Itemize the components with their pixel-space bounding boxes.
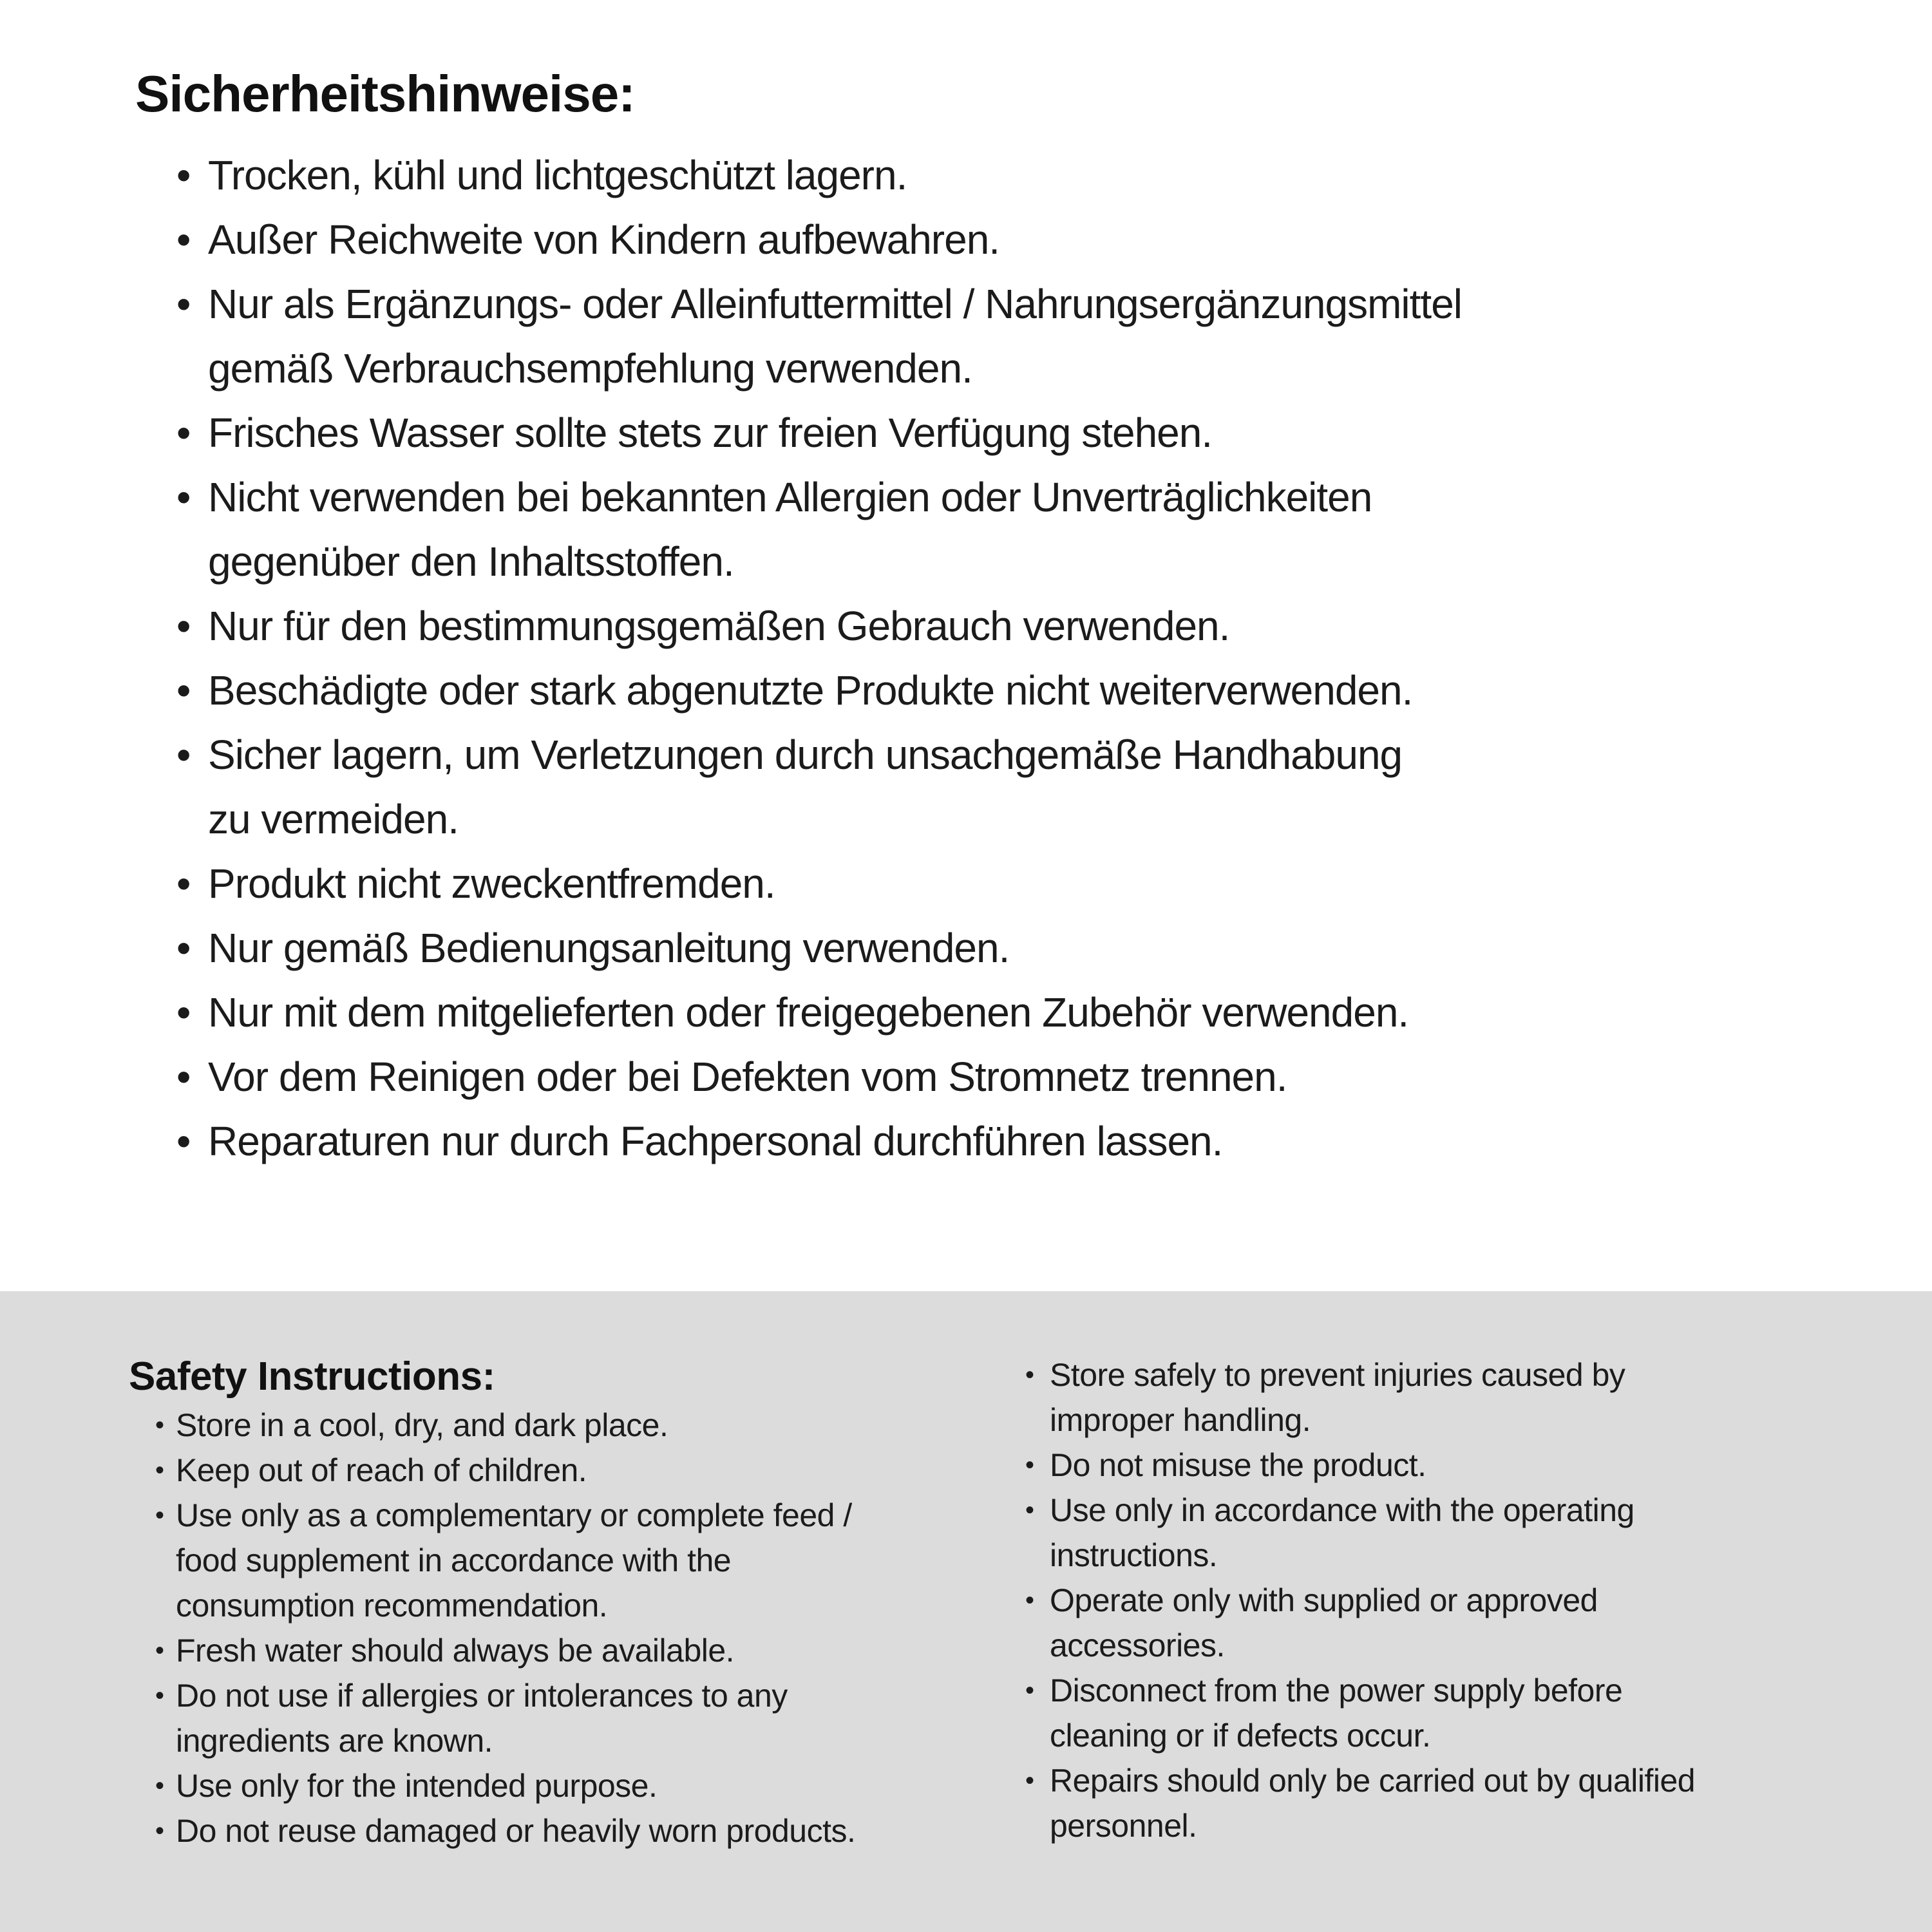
bullet-icon: • xyxy=(176,410,191,456)
list-item-text: Operate only with supplied or approved accessories. xyxy=(1050,1582,1598,1663)
english-safety-section xyxy=(0,1291,1932,1932)
list-item xyxy=(176,851,1932,916)
list-item xyxy=(1025,1443,1901,1488)
bullet-icon: • xyxy=(1025,1361,1034,1389)
bullet-icon: • xyxy=(176,860,191,907)
list-item-text: Use only as a complementary or complete feed / food supplement in accordance with the consumption recommendation. xyxy=(176,1497,852,1624)
bullet-icon: • xyxy=(1025,1496,1034,1524)
bullet-icon: • xyxy=(176,281,191,327)
list-item xyxy=(155,1448,1024,1493)
list-item-text: Nur als Ergänzungs- oder Alleinfuttermittel / Nahrungsergänzungsmittel gemäß Verbrauchsempfehlung verwenden. xyxy=(208,281,1462,392)
list-item xyxy=(176,594,1932,658)
bullet-icon: • xyxy=(155,1636,164,1665)
bullet-icon: • xyxy=(155,1411,164,1440)
list-item xyxy=(155,1673,1024,1763)
list-item-text: Do not misuse the product. xyxy=(1050,1447,1426,1483)
bullet-icon: • xyxy=(176,1118,191,1164)
list-item xyxy=(155,1808,1024,1853)
bullet-icon: • xyxy=(176,989,191,1036)
german-safety-list xyxy=(0,143,1932,1173)
bullet-icon: • xyxy=(155,1501,164,1530)
bullet-icon: • xyxy=(1025,1766,1034,1795)
bullet-icon: • xyxy=(176,152,191,198)
bullet-icon: • xyxy=(176,732,191,778)
list-item xyxy=(176,272,1932,401)
list-item-text: Nur gemäß Bedienungsanleitung verwenden. xyxy=(208,925,1010,971)
german-section-heading: Sicherheitshinweise: xyxy=(135,65,635,122)
list-item xyxy=(155,1403,1024,1448)
list-item xyxy=(176,658,1932,723)
list-item-text: Store safely to prevent injuries caused by improper handling. xyxy=(1050,1357,1625,1438)
list-item-text: Nur für den bestimmungsgemäßen Gebrauch verwenden. xyxy=(208,603,1230,649)
list-item-text: Do not reuse damaged or heavily worn products. xyxy=(176,1813,856,1850)
bullet-icon: • xyxy=(1025,1676,1034,1705)
bullet-icon: • xyxy=(155,1456,164,1485)
bullet-icon: • xyxy=(176,925,191,971)
list-item-text: Frisches Wasser sollte stets zur freien Verfügung stehen. xyxy=(208,410,1213,456)
list-item-text: Reparaturen nur durch Fachpersonal durchführen lassen. xyxy=(208,1118,1223,1164)
list-item xyxy=(176,1109,1932,1173)
bullet-icon: • xyxy=(155,1817,164,1846)
list-item xyxy=(155,1493,1024,1628)
english-section-heading: Safety Instructions: xyxy=(129,1354,495,1399)
english-safety-list-left xyxy=(129,1403,1024,1853)
list-item-text: Keep out of reach of children. xyxy=(176,1452,587,1489)
list-item-text: Nicht verwenden bei bekannten Allergien oder Unverträglichkeiten gegenüber den Inhaltsstoffen. xyxy=(208,474,1372,585)
list-item-text: Produkt nicht zweckentfremden. xyxy=(208,860,775,907)
list-item xyxy=(1025,1578,1901,1668)
list-item xyxy=(176,143,1932,207)
list-item-text: Außer Reichweite von Kindern aufbewahren. xyxy=(208,216,1000,263)
list-item-text: Trocken, kühl und lichtgeschützt lagern. xyxy=(208,152,907,198)
bullet-icon: • xyxy=(155,1772,164,1801)
bullet-icon: • xyxy=(176,667,191,714)
bullet-icon: • xyxy=(155,1681,164,1710)
list-item xyxy=(176,916,1932,980)
bullet-icon: • xyxy=(1025,1451,1034,1479)
list-item-text: Fresh water should always be available. xyxy=(176,1633,735,1669)
list-item-text: Use only for the intended purpose. xyxy=(176,1768,658,1804)
list-item xyxy=(176,980,1932,1045)
list-item xyxy=(155,1763,1024,1808)
list-item-text: Beschädigte oder stark abgenutzte Produkte nicht weiterverwenden. xyxy=(208,667,1413,714)
bullet-icon: • xyxy=(176,1054,191,1100)
list-item xyxy=(176,207,1932,272)
list-item-text: Vor dem Reinigen oder bei Defekten vom Stromnetz trennen. xyxy=(208,1054,1287,1100)
english-right-column xyxy=(1025,1291,1901,1848)
list-item-text: Do not use if allergies or intolerances to any ingredients are known. xyxy=(176,1678,788,1759)
list-item-text: Store in a cool, dry, and dark place. xyxy=(176,1407,668,1444)
english-safety-list-right xyxy=(1025,1352,1901,1848)
bullet-icon: • xyxy=(176,474,191,520)
list-item xyxy=(176,465,1932,594)
list-item xyxy=(1025,1488,1901,1578)
list-item-text: Repairs should only be carried out by qualified personnel. xyxy=(1050,1763,1696,1844)
list-item xyxy=(176,723,1932,851)
bullet-icon: • xyxy=(1025,1586,1034,1615)
list-item xyxy=(176,401,1932,465)
list-item xyxy=(1025,1352,1901,1443)
list-item-text: Sicher lagern, um Verletzungen durch unsachgemäße Handhabung zu vermeiden. xyxy=(208,732,1403,842)
bullet-icon: • xyxy=(176,216,191,263)
list-item xyxy=(1025,1668,1901,1758)
english-left-column xyxy=(129,1291,1024,1853)
list-item xyxy=(155,1628,1024,1673)
list-item xyxy=(1025,1758,1901,1848)
list-item-text: Disconnect from the power supply before cleaning or if defects occur. xyxy=(1050,1672,1623,1754)
list-item xyxy=(176,1045,1932,1109)
list-item-text: Nur mit dem mitgelieferten oder freigegebenen Zubehör verwenden. xyxy=(208,989,1409,1036)
list-item-text: Use only in accordance with the operating instructions. xyxy=(1050,1492,1634,1573)
bullet-icon: • xyxy=(176,603,191,649)
